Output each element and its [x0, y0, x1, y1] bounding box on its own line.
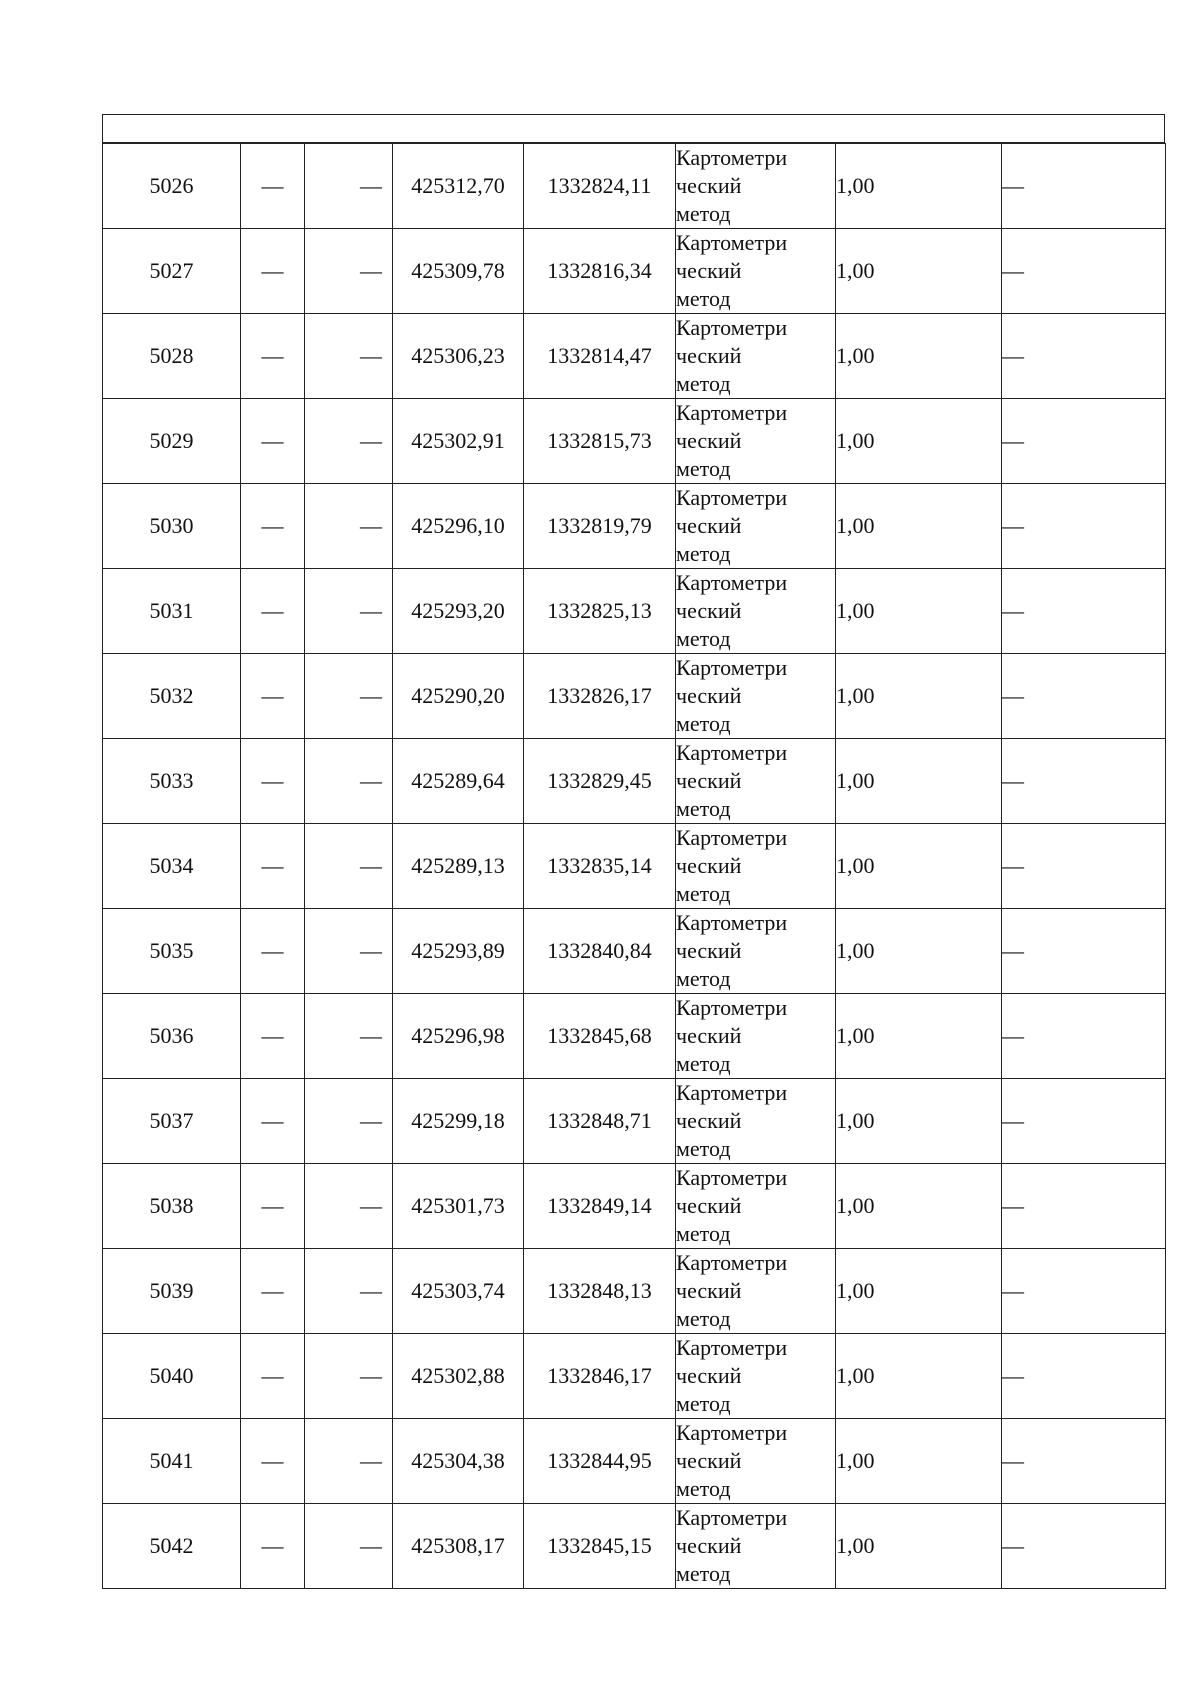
- y-coordinate-cell: 1332815,73: [524, 399, 676, 484]
- y-coordinate-cell: 1332829,45: [524, 739, 676, 824]
- dash-cell-2: —: [241, 1504, 305, 1589]
- y-coordinate-cell: 1332848,13: [524, 1249, 676, 1334]
- method-text-line: Картометри: [676, 655, 788, 680]
- x-coordinate-cell: 425308,17: [393, 1504, 524, 1589]
- method-text-line: ческий: [676, 1533, 742, 1558]
- dash-cell-2: —: [241, 1079, 305, 1164]
- table-row: [103, 739, 1166, 824]
- coordinates-table-body: [103, 144, 1166, 1589]
- accuracy-cell: 1,00: [836, 1334, 1002, 1419]
- method-cell: [676, 229, 836, 314]
- x-coordinate-cell: 425312,70: [393, 144, 524, 229]
- y-coordinate-cell: 1332824,11: [524, 144, 676, 229]
- dash-cell-3: —: [305, 1504, 393, 1589]
- x-coordinate-cell: 425302,88: [393, 1334, 524, 1419]
- y-coordinate-cell: 1332816,34: [524, 229, 676, 314]
- method-cell: [676, 1249, 836, 1334]
- accuracy-cell: 1,00: [836, 994, 1002, 1079]
- method-text-line: метод: [676, 201, 731, 226]
- method-text-line: Картометри: [676, 740, 788, 765]
- method-text-line: метод: [676, 1561, 731, 1586]
- coordinates-table: [102, 143, 1166, 1589]
- method-text-line: Картометри: [676, 1080, 788, 1105]
- y-coordinate-cell: 1332825,13: [524, 569, 676, 654]
- method-text-line: метод: [676, 1221, 731, 1246]
- x-coordinate-cell: 425290,20: [393, 654, 524, 739]
- dash-cell-2: —: [241, 229, 305, 314]
- method-text-line: метод: [676, 711, 731, 736]
- method-cell: [676, 1079, 836, 1164]
- method-cell: [676, 569, 836, 654]
- point-number-cell: 5030: [103, 484, 241, 569]
- dash-cell-2: —: [241, 569, 305, 654]
- method-text-line: Картометри: [676, 570, 788, 595]
- x-coordinate-cell: 425296,10: [393, 484, 524, 569]
- dash-cell-3: —: [305, 484, 393, 569]
- table-row: [103, 229, 1166, 314]
- point-number-cell: 5027: [103, 229, 241, 314]
- accuracy-cell: 1,00: [836, 229, 1002, 314]
- accuracy-cell: 1,00: [836, 1079, 1002, 1164]
- dash-cell-2: —: [241, 399, 305, 484]
- y-coordinate-cell: 1332840,84: [524, 909, 676, 994]
- method-text-line: метод: [676, 881, 731, 906]
- x-coordinate-cell: 425301,73: [393, 1164, 524, 1249]
- method-cell: [676, 994, 836, 1079]
- accuracy-cell: 1,00: [836, 909, 1002, 994]
- accuracy-cell: 1,00: [836, 1249, 1002, 1334]
- method-text-line: ческий: [676, 1448, 742, 1473]
- method-text-line: ческий: [676, 1278, 742, 1303]
- point-number-cell: 5033: [103, 739, 241, 824]
- table-row: [103, 909, 1166, 994]
- point-number-cell: 5036: [103, 994, 241, 1079]
- method-cell: [676, 1334, 836, 1419]
- method-text-line: Картометри: [676, 1250, 788, 1275]
- dash-cell-last: —: [1002, 739, 1166, 824]
- x-coordinate-cell: 425289,64: [393, 739, 524, 824]
- method-text-line: ческий: [676, 1108, 742, 1133]
- dash-cell-last: —: [1002, 144, 1166, 229]
- y-coordinate-cell: 1332826,17: [524, 654, 676, 739]
- accuracy-cell: 1,00: [836, 654, 1002, 739]
- y-coordinate-cell: 1332845,68: [524, 994, 676, 1079]
- dash-cell-3: —: [305, 1079, 393, 1164]
- method-cell: [676, 1419, 836, 1504]
- dash-cell-last: —: [1002, 994, 1166, 1079]
- point-number-cell: 5041: [103, 1419, 241, 1504]
- method-text-line: ческий: [676, 853, 742, 878]
- method-text-line: Картометри: [676, 400, 788, 425]
- dash-cell-2: —: [241, 314, 305, 399]
- method-cell: [676, 739, 836, 824]
- table-row: [103, 994, 1166, 1079]
- dash-cell-last: —: [1002, 399, 1166, 484]
- dash-cell-3: —: [305, 1249, 393, 1334]
- dash-cell-last: —: [1002, 1164, 1166, 1249]
- dash-cell-last: —: [1002, 569, 1166, 654]
- method-text-line: ческий: [676, 598, 742, 623]
- x-coordinate-cell: 425293,89: [393, 909, 524, 994]
- dash-cell-last: —: [1002, 314, 1166, 399]
- method-text-line: Картометри: [676, 315, 788, 340]
- dash-cell-2: —: [241, 484, 305, 569]
- dash-cell-3: —: [305, 654, 393, 739]
- accuracy-cell: 1,00: [836, 314, 1002, 399]
- point-number-cell: 5042: [103, 1504, 241, 1589]
- dash-cell-last: —: [1002, 1249, 1166, 1334]
- point-number-cell: 5026: [103, 144, 241, 229]
- dash-cell-last: —: [1002, 654, 1166, 739]
- x-coordinate-cell: 425304,38: [393, 1419, 524, 1504]
- dash-cell-3: —: [305, 399, 393, 484]
- method-text-line: метод: [676, 796, 731, 821]
- point-number-cell: 5037: [103, 1079, 241, 1164]
- dash-cell-2: —: [241, 1334, 305, 1419]
- y-coordinate-cell: 1332848,71: [524, 1079, 676, 1164]
- point-number-cell: 5034: [103, 824, 241, 909]
- method-text-line: Картометри: [676, 1335, 788, 1360]
- accuracy-cell: 1,00: [836, 824, 1002, 909]
- x-coordinate-cell: 425302,91: [393, 399, 524, 484]
- table-row: [103, 314, 1166, 399]
- dash-cell-2: —: [241, 144, 305, 229]
- method-text-line: ческий: [676, 1363, 742, 1388]
- method-text-line: ческий: [676, 428, 742, 453]
- method-cell: [676, 824, 836, 909]
- method-text-line: ческий: [676, 173, 742, 198]
- method-text-line: Картометри: [676, 1420, 788, 1445]
- dash-cell-last: —: [1002, 1419, 1166, 1504]
- method-cell: [676, 1504, 836, 1589]
- dash-cell-2: —: [241, 909, 305, 994]
- y-coordinate-cell: 1332846,17: [524, 1334, 676, 1419]
- dash-cell-3: —: [305, 1334, 393, 1419]
- table-row: [103, 1164, 1166, 1249]
- method-text-line: метод: [676, 966, 731, 991]
- table-row: [103, 654, 1166, 739]
- y-coordinate-cell: 1332835,14: [524, 824, 676, 909]
- method-text-line: метод: [676, 1051, 731, 1076]
- method-text-line: ческий: [676, 513, 742, 538]
- dash-cell-3: —: [305, 739, 393, 824]
- method-text-line: Картометри: [676, 145, 788, 170]
- dash-cell-2: —: [241, 1249, 305, 1334]
- method-text-line: ческий: [676, 1193, 742, 1218]
- method-text-line: метод: [676, 1136, 731, 1161]
- table-row: [103, 144, 1166, 229]
- dash-cell-3: —: [305, 229, 393, 314]
- method-text-line: Картометри: [676, 910, 788, 935]
- accuracy-cell: 1,00: [836, 569, 1002, 654]
- table-row: [103, 1504, 1166, 1589]
- x-coordinate-cell: 425309,78: [393, 229, 524, 314]
- dash-cell-3: —: [305, 569, 393, 654]
- point-number-cell: 5032: [103, 654, 241, 739]
- dash-cell-last: —: [1002, 484, 1166, 569]
- accuracy-cell: 1,00: [836, 484, 1002, 569]
- accuracy-cell: 1,00: [836, 1419, 1002, 1504]
- x-coordinate-cell: 425306,23: [393, 314, 524, 399]
- dash-cell-last: —: [1002, 1504, 1166, 1589]
- method-cell: [676, 399, 836, 484]
- method-text-line: Картометри: [676, 1165, 788, 1190]
- method-text-line: метод: [676, 541, 731, 566]
- dash-cell-2: —: [241, 1164, 305, 1249]
- method-text-line: Картометри: [676, 825, 788, 850]
- dash-cell-3: —: [305, 314, 393, 399]
- method-cell: [676, 1164, 836, 1249]
- method-text-line: ческий: [676, 768, 742, 793]
- table-row: [103, 1334, 1166, 1419]
- dash-cell-2: —: [241, 994, 305, 1079]
- method-text-line: Картометри: [676, 230, 788, 255]
- method-cell: [676, 484, 836, 569]
- dash-cell-3: —: [305, 994, 393, 1079]
- table-row: [103, 1079, 1166, 1164]
- accuracy-cell: 1,00: [836, 399, 1002, 484]
- point-number-cell: 5040: [103, 1334, 241, 1419]
- x-coordinate-cell: 425289,13: [393, 824, 524, 909]
- point-number-cell: 5035: [103, 909, 241, 994]
- dash-cell-2: —: [241, 739, 305, 824]
- dash-cell-2: —: [241, 1419, 305, 1504]
- table-header-strip: [102, 114, 1165, 143]
- dash-cell-3: —: [305, 909, 393, 994]
- accuracy-cell: 1,00: [836, 144, 1002, 229]
- method-text-line: метод: [676, 1476, 731, 1501]
- table-row: [103, 1419, 1166, 1504]
- dash-cell-3: —: [305, 1164, 393, 1249]
- y-coordinate-cell: 1332845,15: [524, 1504, 676, 1589]
- dash-cell-last: —: [1002, 1079, 1166, 1164]
- method-text-line: метод: [676, 626, 731, 651]
- method-text-line: метод: [676, 1306, 731, 1331]
- method-text-line: ческий: [676, 938, 742, 963]
- y-coordinate-cell: 1332814,47: [524, 314, 676, 399]
- point-number-cell: 5039: [103, 1249, 241, 1334]
- method-text-line: ческий: [676, 1023, 742, 1048]
- method-cell: [676, 654, 836, 739]
- method-text-line: ческий: [676, 683, 742, 708]
- method-text-line: Картометри: [676, 995, 788, 1020]
- x-coordinate-cell: 425296,98: [393, 994, 524, 1079]
- dash-cell-3: —: [305, 144, 393, 229]
- y-coordinate-cell: 1332844,95: [524, 1419, 676, 1504]
- dash-cell-last: —: [1002, 824, 1166, 909]
- method-text-line: ческий: [676, 343, 742, 368]
- y-coordinate-cell: 1332819,79: [524, 484, 676, 569]
- accuracy-cell: 1,00: [836, 1164, 1002, 1249]
- method-text-line: Картометри: [676, 1505, 788, 1530]
- method-text-line: метод: [676, 456, 731, 481]
- x-coordinate-cell: 425293,20: [393, 569, 524, 654]
- x-coordinate-cell: 425303,74: [393, 1249, 524, 1334]
- point-number-cell: 5031: [103, 569, 241, 654]
- method-text-line: ческий: [676, 258, 742, 283]
- point-number-cell: 5038: [103, 1164, 241, 1249]
- accuracy-cell: 1,00: [836, 1504, 1002, 1589]
- point-number-cell: 5028: [103, 314, 241, 399]
- dash-cell-3: —: [305, 1419, 393, 1504]
- dash-cell-last: —: [1002, 229, 1166, 314]
- method-text-line: Картометри: [676, 485, 788, 510]
- method-text-line: метод: [676, 286, 731, 311]
- method-cell: [676, 909, 836, 994]
- table-row: [103, 399, 1166, 484]
- dash-cell-2: —: [241, 654, 305, 739]
- dash-cell-3: —: [305, 824, 393, 909]
- table-row: [103, 824, 1166, 909]
- accuracy-cell: 1,00: [836, 739, 1002, 824]
- point-number-cell: 5029: [103, 399, 241, 484]
- dash-cell-last: —: [1002, 1334, 1166, 1419]
- method-text-line: метод: [676, 371, 731, 396]
- dash-cell-2: —: [241, 824, 305, 909]
- method-cell: [676, 144, 836, 229]
- x-coordinate-cell: 425299,18: [393, 1079, 524, 1164]
- y-coordinate-cell: 1332849,14: [524, 1164, 676, 1249]
- table-row: [103, 1249, 1166, 1334]
- method-cell: [676, 314, 836, 399]
- method-text-line: метод: [676, 1391, 731, 1416]
- dash-cell-last: —: [1002, 909, 1166, 994]
- table-row: [103, 569, 1166, 654]
- table-row: [103, 484, 1166, 569]
